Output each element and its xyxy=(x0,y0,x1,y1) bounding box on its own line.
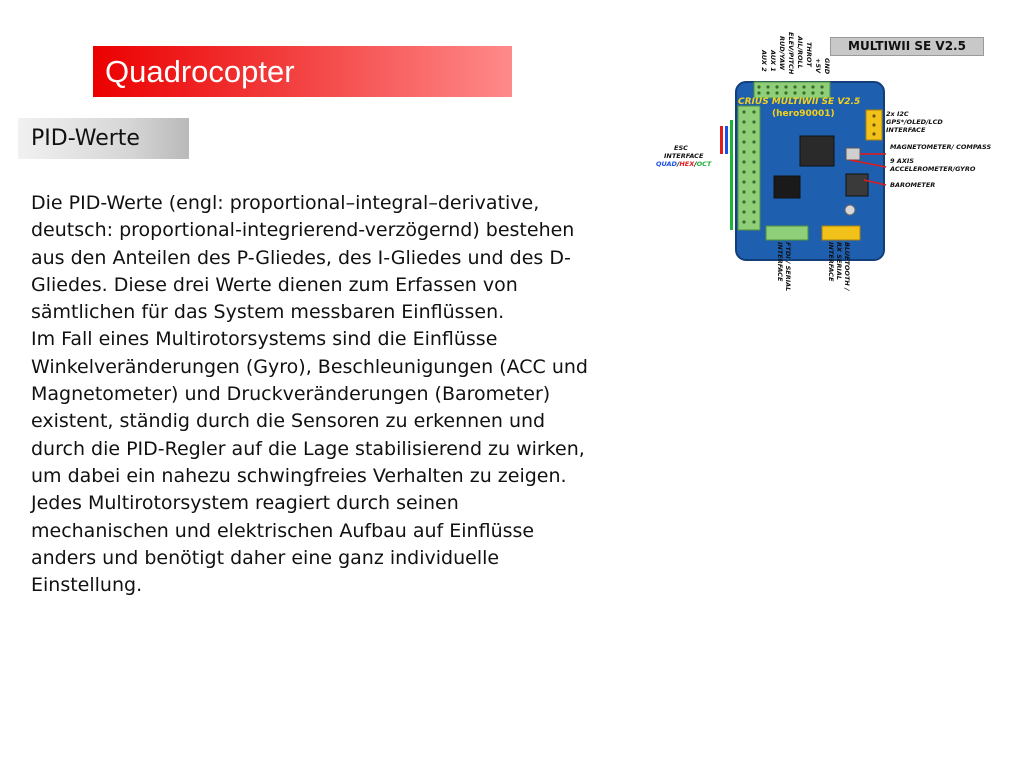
pin-label-gnd: GND xyxy=(823,58,831,75)
body-line: Jedes Multirotorsystem reagiert durch seinen xyxy=(31,492,459,515)
left-pin-header xyxy=(738,106,760,230)
body-line: Winkelveränderungen (Gyro), Beschleunigungen (ACC und xyxy=(31,355,588,378)
pin-label-elev-pitch: ELEV/PITCH xyxy=(787,32,795,75)
body-line: durch die PID-Regler auf die Lage stabilisierend zu wirken, xyxy=(31,437,585,460)
slide-subtitle: PID-Werte xyxy=(31,126,140,151)
pin-label-aux1: AUX 1 xyxy=(769,50,777,72)
barometer-label: BAROMETER xyxy=(890,181,936,189)
baro-chip xyxy=(846,148,860,160)
wire-red xyxy=(720,126,723,154)
axis-label: 9 AXIS xyxy=(890,157,914,165)
body-line: Die PID-Werte (engl: proportional–integral–derivative, xyxy=(31,192,540,214)
esc-interface-label: INTERFACE xyxy=(664,152,704,160)
pin-label-5v: +5V xyxy=(814,58,822,73)
slide-title: Quadrocopter xyxy=(105,54,295,89)
subtitle-box xyxy=(18,118,189,159)
pin-label-rud-yaw: RUD/YAW xyxy=(778,36,786,70)
quad-label: QUAD xyxy=(656,160,677,168)
board-subtitle: (hero90001) xyxy=(772,109,835,119)
body-line: mechanischen und elektrischen Aufbau auf Einflüsse xyxy=(31,519,535,542)
body-text xyxy=(31,190,721,599)
bottom-yellow-header xyxy=(822,226,860,240)
wire-blue xyxy=(725,126,728,154)
hex-label: HEX xyxy=(679,160,695,168)
esc-label: ESC xyxy=(674,144,688,152)
title-bar xyxy=(93,46,512,97)
body-line: Einstellung. xyxy=(31,574,143,597)
sensor-chip xyxy=(846,174,868,196)
body-line: Gliedes. Diese drei Werte dienen zum Erfassen von xyxy=(31,273,518,296)
body-line: sämtlichen für das System messbaren Einflüssen. xyxy=(31,301,505,324)
bluetooth-label: BLUETOOTH / xyxy=(843,242,851,291)
ftdi-label: FTDI / SERIAL xyxy=(784,242,792,292)
body-line: aus den Anteilen des P-Gliedes, des I-Gliedes und des D- xyxy=(31,246,571,269)
wire-green xyxy=(730,120,733,230)
esc-config-label: QUAD/HEX/OCT xyxy=(656,160,712,168)
mcu-chip xyxy=(800,136,834,166)
right-pin-header xyxy=(866,110,882,140)
pin-label-aux2: AUX 2 xyxy=(760,50,768,72)
bottom-green-header xyxy=(766,226,808,240)
body-line: deutsch: proportional-integrierend-verzögernd) bestehen xyxy=(31,219,575,242)
board-title: CRIUS MULTIWII SE V2.5 xyxy=(738,97,861,107)
body-line: existent, ständig durch die Sensoren zu erkennen und xyxy=(31,410,546,433)
body-line: Magnetometer) und Druckveränderungen (Barometer) xyxy=(31,383,551,406)
oct-label: OCT xyxy=(696,160,712,168)
pin-label-ail-roll: AIL/ROLL xyxy=(796,36,804,69)
rx-serial-label: RX SERIAL xyxy=(835,242,843,280)
pin-label-throt: THROT xyxy=(805,42,813,67)
mount-hole xyxy=(845,205,855,215)
body-line: um dabei ein nahezu schwingfreies Verhalten zu zeigen. xyxy=(31,464,567,487)
i2c-devices-label: GPS*/OLED/LCD xyxy=(886,118,943,126)
i2c-interface-label: INTERFACE xyxy=(886,126,926,134)
i2c-label: 2x I2C xyxy=(886,110,909,118)
board-figure xyxy=(650,30,1012,300)
body-line: Im Fall eines Multirotorsystems sind die Einflüsse xyxy=(31,328,498,351)
ftdi-interface-label: INTERFACE xyxy=(776,242,784,282)
magnetometer-label: MAGNETOMETER/ COMPASS xyxy=(890,143,992,151)
accelerometer-label: ACCELEROMETER/GYRO xyxy=(890,165,976,173)
aux-chip xyxy=(774,176,800,198)
top-pin-header xyxy=(754,82,830,98)
bt-interface-label: INTERFACE xyxy=(827,242,835,282)
version-badge-text: MULTIWII SE V2.5 xyxy=(848,39,966,53)
body-line: anders und benötigt daher eine ganz individuelle xyxy=(31,546,500,569)
